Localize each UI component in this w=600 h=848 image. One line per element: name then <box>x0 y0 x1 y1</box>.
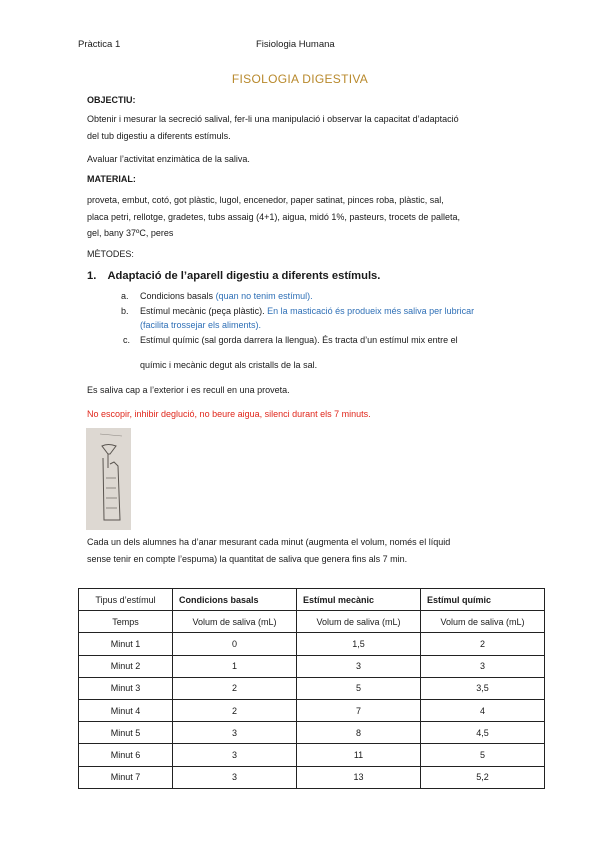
header-center: Fisiologia Humana <box>256 39 335 50</box>
table-cell: Minut 3 <box>79 677 173 699</box>
table-subheader-row <box>79 611 545 633</box>
list-item-a: a. Condicions basals (quan no tenim estímul). <box>121 291 313 301</box>
table-cell: 13 <box>297 766 421 788</box>
table-cell: 5 <box>421 744 545 766</box>
header-left: Pràctica 1 <box>78 39 121 50</box>
table-cell: 3,5 <box>421 677 545 699</box>
table-cell: 3 <box>173 722 297 744</box>
table-header-cell: Estímul mecànic <box>297 589 421 611</box>
list-item-b-cont: (facilita trossejar els aliments). <box>140 320 262 330</box>
warning-text: No escopir, inhibir deglució, no beure aigua, silenci durant els 7 minuts. <box>87 409 371 419</box>
table-cell: 3 <box>173 744 297 766</box>
material-heading: MATERIAL: <box>87 174 136 184</box>
table-header-cell: Volum de saliva (mL) <box>173 611 297 633</box>
table-cell: 2 <box>173 699 297 721</box>
table-cell: Minut 4 <box>79 699 173 721</box>
table-header-cell: Temps <box>79 611 173 633</box>
table-cell: 3 <box>421 655 545 677</box>
table-cell: Minut 6 <box>79 744 173 766</box>
table-row <box>79 699 545 721</box>
table-cell: 7 <box>297 699 421 721</box>
table-cell: Minut 7 <box>79 766 173 788</box>
objectiu-text: Obtenir i mesurar la secreció salival, fer-li una manipulació i observar la capacitat d’adaptació del tub digestiu a diferents estímuls. <box>87 114 459 141</box>
table-header-cell: Volum de saliva (mL) <box>421 611 545 633</box>
metodes-heading: MÈTODES: <box>87 249 134 259</box>
table-cell: 5,2 <box>421 766 545 788</box>
proveta-sketch-icon <box>86 428 131 530</box>
table-header-cell: Volum de saliva (mL) <box>297 611 421 633</box>
list-item-c: c. Estímul químic (sal gorda darrera la llengua). És tracta d’un estímul mix entre el <box>123 335 458 345</box>
table-cell: Minut 1 <box>79 633 173 655</box>
table-row <box>79 655 545 677</box>
table-header-cell: Estímul químic <box>421 589 545 611</box>
objectiu-text-2: Avaluar l’activitat enzimàtica de la saliva. <box>87 154 250 164</box>
table-header-cell: Tipus d’estímul <box>79 589 173 611</box>
table-cell: 2 <box>173 677 297 699</box>
table-cell: 4,5 <box>421 722 545 744</box>
section-heading: 1. Adaptació de l’aparell digestiu a diferents estímuls. <box>87 270 381 282</box>
page-title: FISOLOGIA DIGESTIVA <box>231 72 369 86</box>
measurement-text: Cada un dels alumnes ha d’anar mesurant cada minut (augmenta el volum, només el líquid sense tenir en compte l’espuma) la quantitat de saliva que genera fins als 7 min. <box>87 537 451 564</box>
table-row <box>79 677 545 699</box>
list-item-c-cont: químic i mecànic degut als cristalls de la sal. <box>140 360 318 370</box>
table-cell: Minut 5 <box>79 722 173 744</box>
table-cell: Minut 2 <box>79 655 173 677</box>
table-cell: 5 <box>297 677 421 699</box>
table-cell: 1,5 <box>297 633 421 655</box>
table-cell: 3 <box>173 766 297 788</box>
table-cell: 8 <box>297 722 421 744</box>
table-row <box>79 722 545 744</box>
table-cell: 11 <box>297 744 421 766</box>
objectiu-heading: OBJECTIU: <box>87 95 136 105</box>
material-text: proveta, embut, cotó, got plàstic, lugol, encenedor, paper satinat, pinces roba, plàstic, sal, placa petri, rellotge, gradetes, tubs assaig (4+1), aigua, midó 1%, pasteurs, trocets de palleta, gel, bany 37ºC, peres <box>87 195 460 238</box>
table-cell: 1 <box>173 655 297 677</box>
table-row <box>79 633 545 655</box>
saliva-table <box>78 588 545 789</box>
table-row <box>79 766 545 788</box>
table-cell: 4 <box>421 699 545 721</box>
table-cell: 0 <box>173 633 297 655</box>
table-row <box>79 744 545 766</box>
table-cell: 3 <box>297 655 421 677</box>
list-item-b: b. Estímul mecànic (peça plàstic). En la masticació és produeix més saliva per lubricar <box>121 306 475 316</box>
table-header-cell: Condicions basals <box>173 589 297 611</box>
sketch-image <box>86 428 131 530</box>
procedure-text: Es saliva cap a l’exterior i es recull en una proveta. <box>87 385 290 395</box>
table-cell: 2 <box>421 633 545 655</box>
table-header-row <box>79 589 545 611</box>
